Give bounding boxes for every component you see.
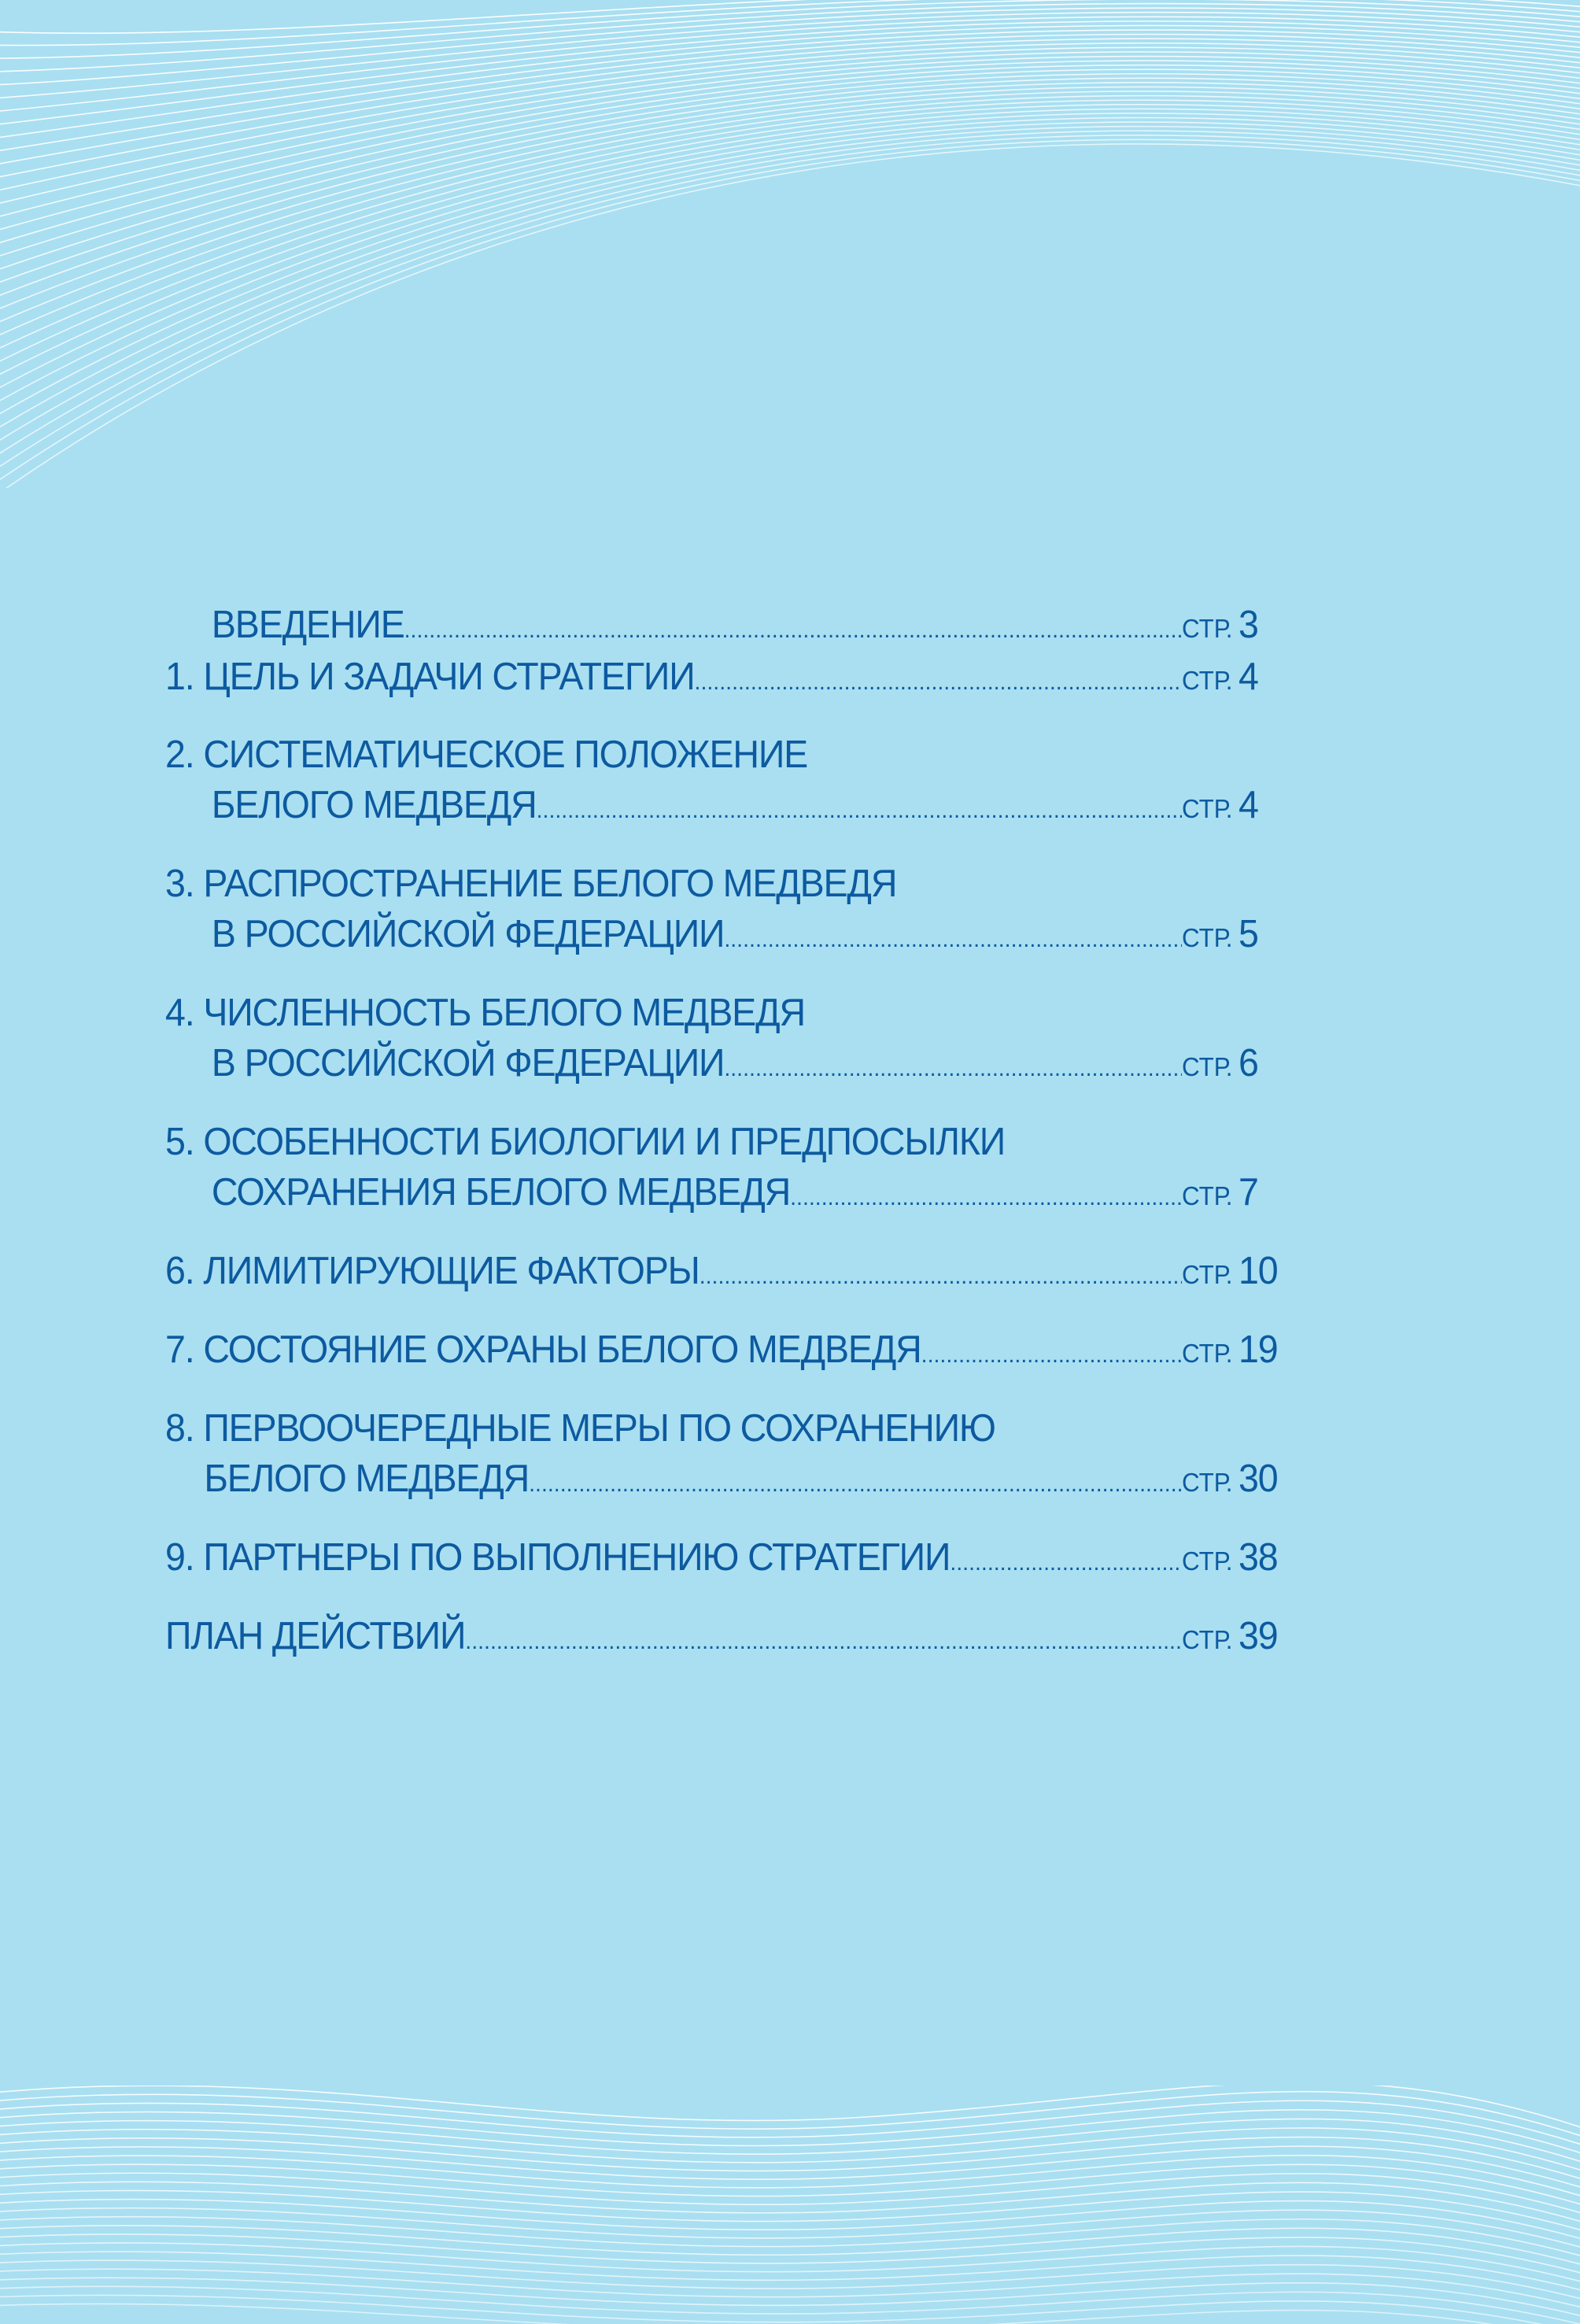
toc-entry-5[interactable] [165,1117,1301,1217]
toc-entry-title-continued: СОХРАНЕНИЯ БЕЛОГО МЕДВЕДЯ [211,1171,791,1214]
wave-line [0,2295,1580,2324]
page-reference [1182,1167,1301,1221]
page-reference [1182,1532,1301,1587]
wave-line [0,105,1580,382]
toc-entry-title: ВВЕДЕНИЕ [211,604,404,646]
toc-line [165,652,1301,702]
wave-line [0,2243,1580,2285]
dot-leader [724,1044,1182,1094]
wave-line [0,2128,1580,2175]
toc-line [165,600,1301,650]
wave-line [0,83,1580,315]
wave-line [0,2146,1580,2192]
wave-line [0,74,1580,288]
page-abbreviation: СТР. [1182,1546,1233,1576]
dot-leader [950,1538,1182,1588]
toc-entry-title-continued: В РОССИЙСКОЙ ФЕДЕРАЦИИ [211,1042,725,1084]
page-number: 4 [1239,784,1258,826]
wave-line [0,117,1580,423]
wave-line [0,56,1580,234]
page-reference [1182,600,1301,654]
page-reference [1182,1454,1301,1508]
toc-line [165,780,1301,830]
toc-line [165,1038,1301,1088]
wave-line [0,2100,1580,2149]
toc-line [165,1325,1301,1375]
toc-entry-title: ПЛАН ДЕЙСТВИЙ [165,1615,466,1657]
toc-entry-2[interactable] [165,730,1301,830]
dot-leader [537,785,1182,836]
toc-line [165,988,1301,1038]
toc-line [165,1167,1301,1217]
toc-entry-3[interactable] [165,859,1301,959]
toc-entry-title: 5. ОСОБЕННОСТИ БИОЛОГИИ И ПРЕДПОСЫЛКИ [165,1121,1006,1163]
top-wave-decoration [0,0,1580,488]
toc-line [165,1117,1301,1167]
page-number: 4 [1239,656,1258,698]
page-abbreviation: СТР. [1182,1052,1233,1081]
page-abbreviation: СТР. [1182,1468,1233,1497]
page-abbreviation: СТР. [1182,1181,1233,1210]
page-number: 7 [1239,1171,1258,1214]
wave-line [0,2252,1580,2294]
toc-entry-4[interactable] [165,988,1301,1088]
wave-line [0,122,1580,436]
toc-line [165,859,1301,909]
toc-entry-title: 8. ПЕРВООЧЕРЕДНЫЕ МЕРЫ ПО СОХРАНЕНИЮ [165,1407,995,1450]
page-abbreviation: СТР. [1182,1260,1233,1289]
toc-line [165,1246,1301,1296]
toc-entry-title: 1. ЦЕЛЬ И ЗАДАЧИ СТРАТЕГИИ [165,656,695,698]
page-number: 5 [1239,913,1258,955]
toc-entry-6[interactable] [165,1246,1301,1296]
wave-line [0,139,1580,488]
toc-line [165,1532,1301,1583]
wave-line [0,2110,1580,2159]
page-abbreviation: СТР. [1182,1625,1233,1654]
toc-entry-title: 3. РАСПРОСТРАНЕНИЕ БЕЛОГО МЕДВЕДЯ [165,863,897,905]
wave-line [0,2137,1580,2184]
dot-leader [465,1616,1182,1667]
page-number: 6 [1239,1042,1258,1084]
toc-entry-title-continued: В РОССИЙСКОЙ ФЕДЕРАЦИИ [211,913,725,955]
page-reference [1182,1325,1301,1379]
wave-line [0,2119,1580,2167]
page-reference [1182,1038,1301,1092]
dot-leader [724,914,1182,965]
dot-leader [790,1173,1182,1223]
page-reference [1182,1611,1301,1665]
toc-entry-intro[interactable] [165,600,1301,650]
dot-leader [404,605,1182,656]
page-number: 30 [1239,1458,1278,1500]
page-reference [1182,1246,1301,1300]
dot-leader [529,1459,1182,1509]
bottom-wave-decoration [0,2086,1580,2324]
page-number: 10 [1239,1250,1278,1292]
page-abbreviation: СТР. [1182,666,1233,695]
page-number: 3 [1239,604,1258,646]
page-abbreviation: СТР. [1182,923,1233,952]
dot-leader [700,1251,1182,1302]
table-of-contents [165,600,1301,1661]
toc-entry-title: 9. ПАРТНЕРЫ ПО ВЫПОЛНЕНИЮ СТРАТЕГИИ [165,1536,951,1579]
toc-entry-title: 2. СИСТЕМАТИЧЕСКОЕ ПОЛОЖЕНИЕ [165,733,808,776]
toc-entry-title: 4. ЧИСЛЕННОСТЬ БЕЛОГО МЕДВЕДЯ [165,992,805,1034]
page-abbreviation: СТР. [1182,614,1233,643]
page-number: 39 [1239,1615,1278,1657]
toc-entry-9[interactable] [165,1532,1301,1583]
page-abbreviation: СТР. [1182,794,1233,823]
toc-entry-7[interactable] [165,1325,1301,1375]
toc-line [165,909,1301,959]
toc-entry-1[interactable] [165,652,1301,702]
dot-leader [695,657,1182,708]
toc-line [165,1403,1301,1454]
page-number: 38 [1239,1536,1278,1579]
page-abbreviation: СТР. [1182,1339,1233,1368]
wave-line [0,109,1580,396]
toc-entry-action-plan[interactable] [165,1611,1301,1661]
toc-entry-8[interactable] [165,1403,1301,1504]
toc-line [165,1611,1301,1661]
dot-leader [921,1330,1182,1380]
wave-line [0,2092,1580,2141]
toc-entry-title-continued: БЕЛОГО МЕДВЕДЯ [211,784,537,826]
page-number: 19 [1239,1328,1278,1371]
wave-line [0,69,1580,274]
page-reference [1182,780,1301,834]
toc-entry-title: 6. ЛИМИТИРУЮЩИЕ ФАКТОРЫ [165,1250,700,1292]
toc-line [165,1454,1301,1504]
toc-entry-title-continued: БЕЛОГО МЕДВЕДЯ [204,1458,530,1500]
page-reference [1182,909,1301,963]
page-reference [1182,652,1301,706]
toc-line [165,730,1301,780]
wave-line [0,91,1580,342]
toc-entry-title: 7. СОСТОЯНИЕ ОХРАНЫ БЕЛОГО МЕДВЕДЯ [165,1328,921,1371]
